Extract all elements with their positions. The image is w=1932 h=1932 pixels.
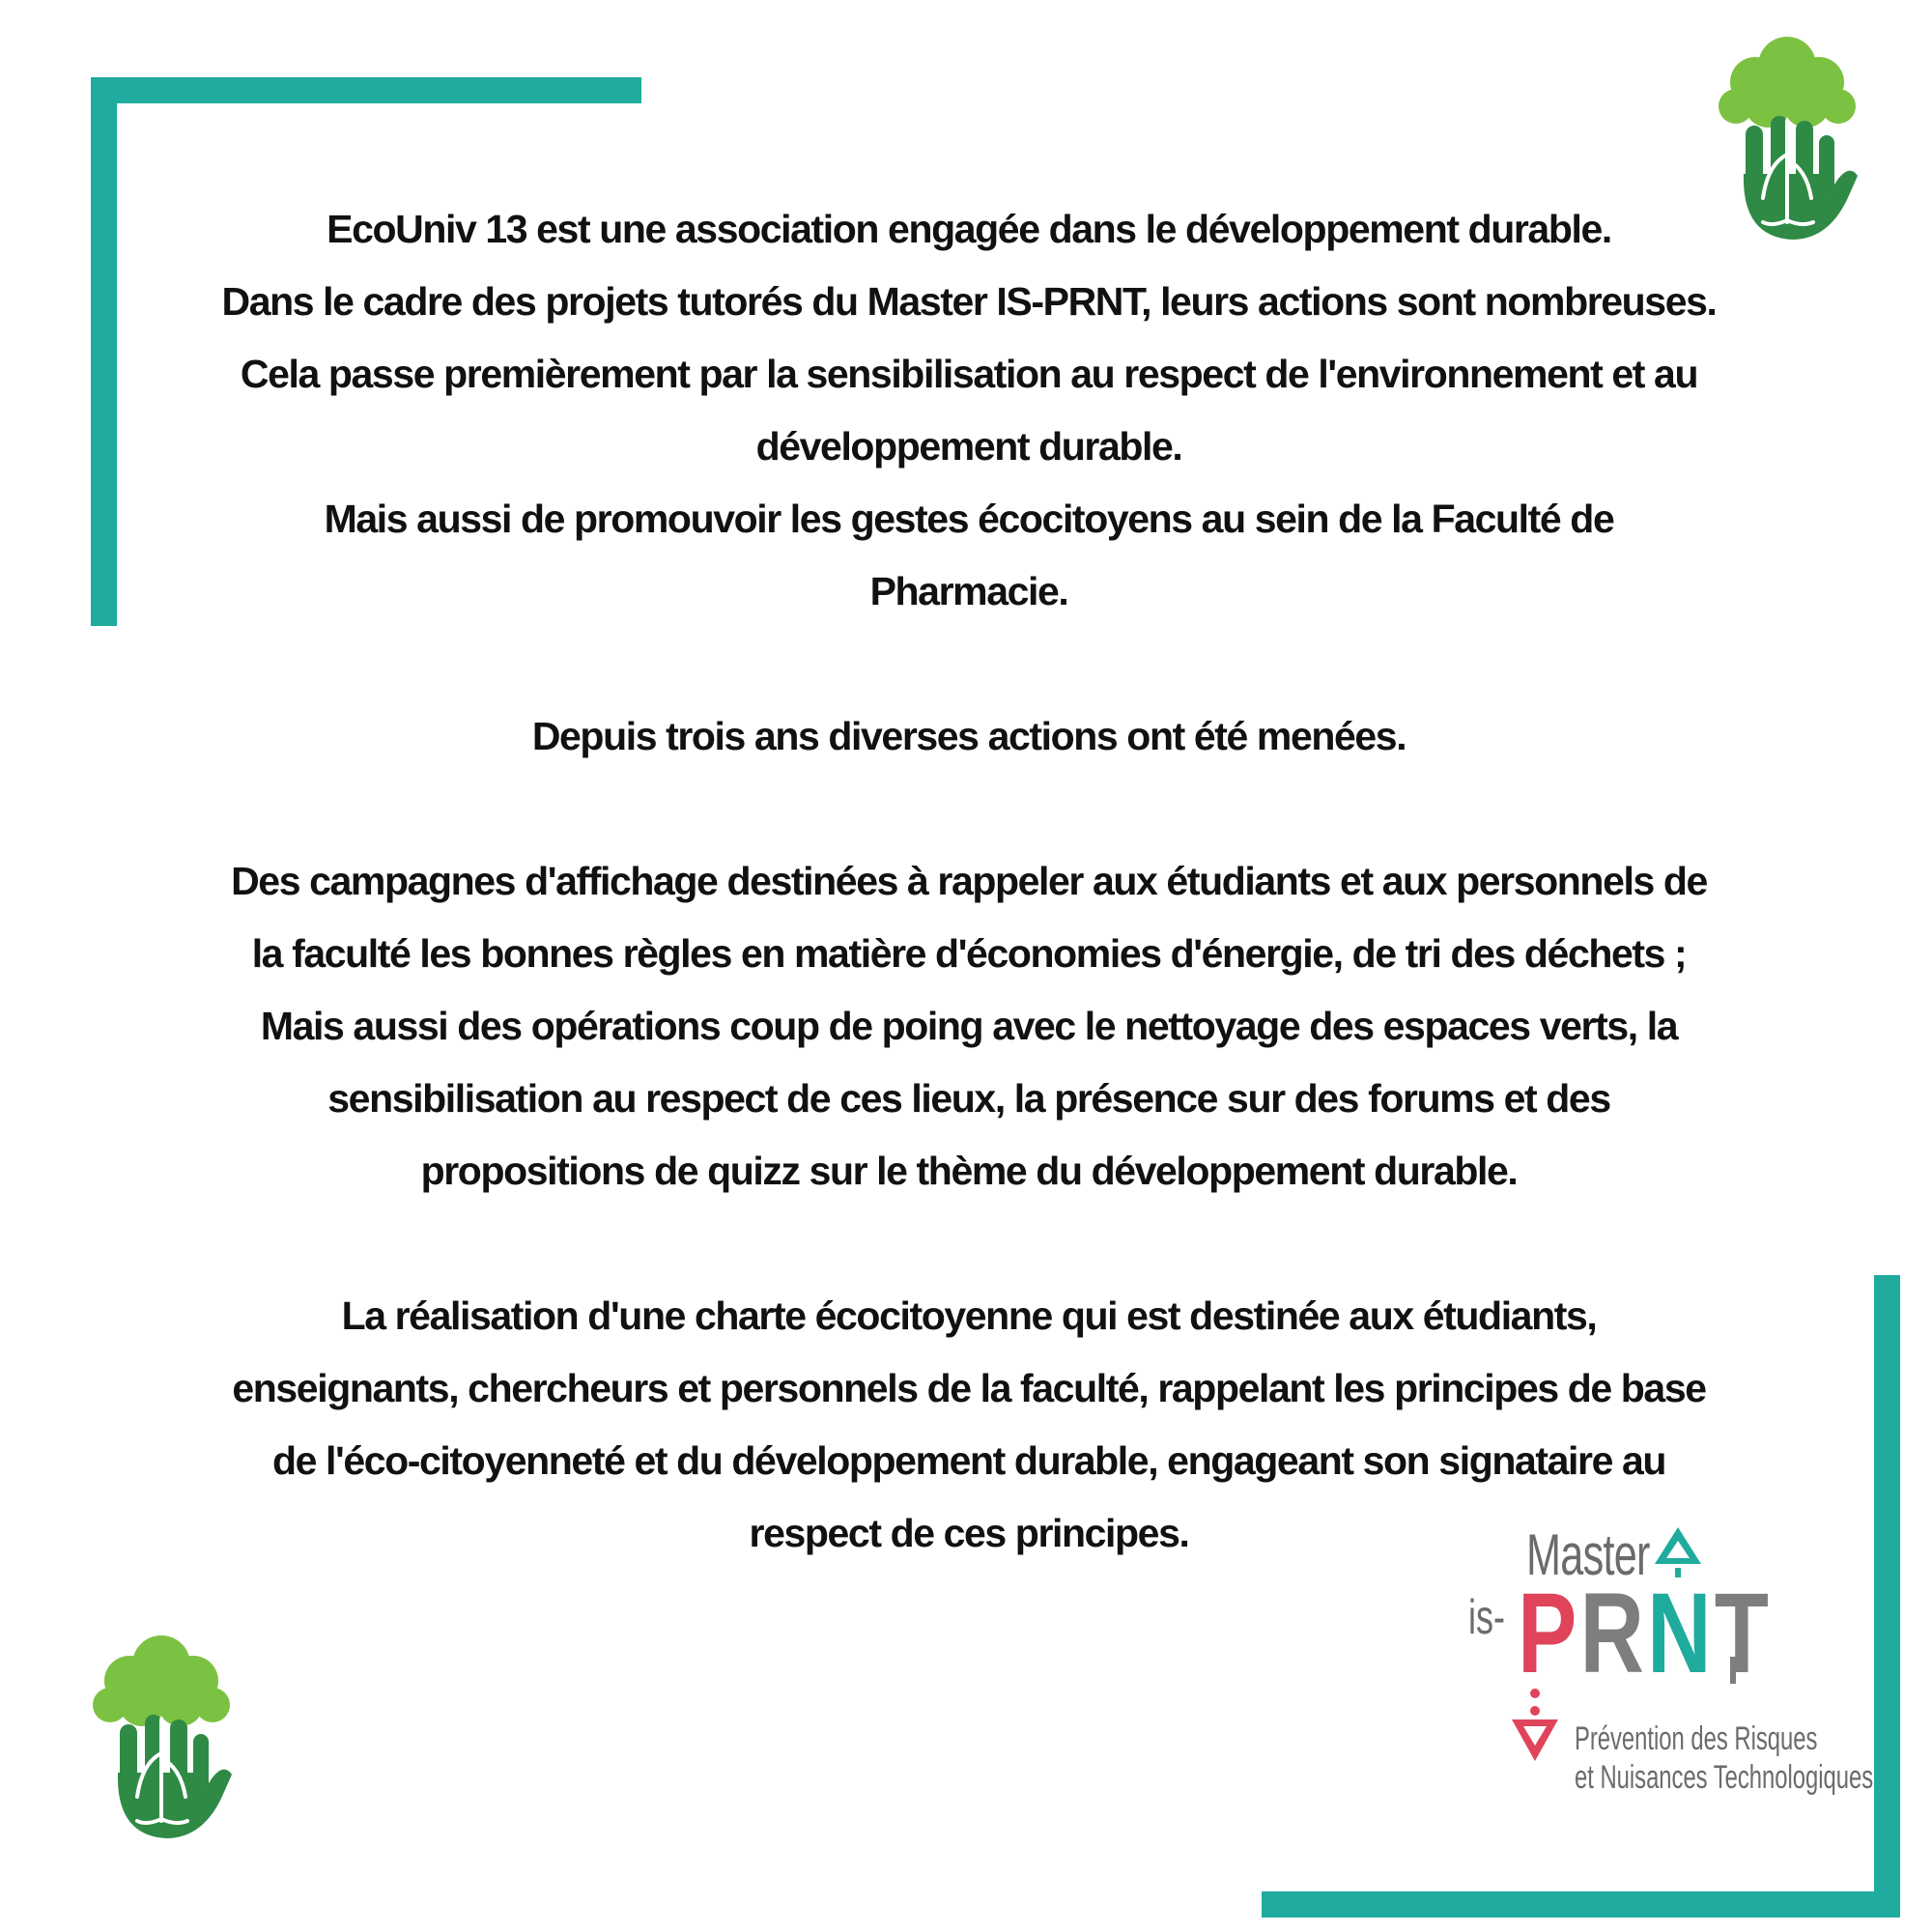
prnt-tagline: [1575, 1719, 1873, 1797]
text-line: Pharmacie.: [869, 569, 1068, 613]
corner-bracket-top-left-horizontal: [91, 77, 641, 103]
paragraph-three-years: [155, 700, 1783, 773]
paragraph-campaigns: [155, 845, 1783, 1208]
text-line: Dans le cadre des projets tutorés du Master IS-PRNT, leurs actions sont nombreuses.: [221, 279, 1717, 324]
prnt-letter-p: P: [1518, 1570, 1580, 1697]
text-line: développement durable.: [755, 424, 1182, 469]
paragraph-intro: [155, 193, 1783, 628]
prnt-letter-n: N: [1647, 1570, 1715, 1697]
text-line: La réalisation d'une charte écocitoyenne qui est destinée aux étudiants,: [341, 1293, 1597, 1338]
text-line: sensibilisation au respect de ces lieux, la présence sur des forums et des: [327, 1076, 1610, 1121]
prnt-tagline-line: Prévention des Risques: [1575, 1720, 1818, 1757]
hand-tree-logo-bottom-left: [89, 1628, 234, 1845]
text-line: Mais aussi de promouvoir les gestes écocitoyens au sein de la Faculté de: [324, 497, 1614, 541]
master-is-prnt-logo: [1463, 1521, 1874, 1811]
text-line: Des campagnes d'affichage destinées à rappeler aux étudiants et aux personnels de: [231, 859, 1707, 903]
prnt-code: [1518, 1568, 1772, 1699]
body-text: [155, 193, 1783, 1570]
prnt-master-word: Master: [1526, 1522, 1650, 1587]
corner-bracket-top-left-vertical: [91, 77, 117, 626]
text-line: EcoUniv 13 est une association engagée dans le développement durable.: [327, 207, 1611, 251]
text-line: enseignants, chercheurs et personnels de la faculté, rappelant les principes de base: [232, 1366, 1706, 1410]
hand-tree-icon: [89, 1628, 234, 1845]
prnt-letter-t: T: [1714, 1570, 1773, 1697]
text-line: Mais aussi des opérations coup de poing avec le nettoyage des espaces verts, la: [260, 1004, 1678, 1048]
text-line: propositions de quizz sur le thème du développement durable.: [420, 1149, 1518, 1193]
corner-bracket-bottom-right-horizontal: [1262, 1891, 1900, 1918]
text-line: Cela passe premièrement par la sensibilisation au respect de l'environnement et au: [240, 352, 1698, 396]
text-line: Depuis trois ans diverses actions ont été menées.: [531, 714, 1406, 758]
text-line: de l'éco-citoyenneté et du développement durable, engageant son signataire au: [271, 1438, 1666, 1483]
text-line: la faculté les bonnes règles en matière d'économies d'énergie, de tri des déchets ;: [251, 931, 1687, 976]
prnt-tagline-line: et Nuisances Technologiques: [1575, 1759, 1874, 1796]
prnt-letter-r: R: [1579, 1570, 1648, 1697]
text-line: respect de ces principes.: [749, 1511, 1189, 1555]
corner-bracket-bottom-right-vertical: [1874, 1275, 1900, 1918]
prnt-is-prefix: is-: [1468, 1590, 1505, 1644]
